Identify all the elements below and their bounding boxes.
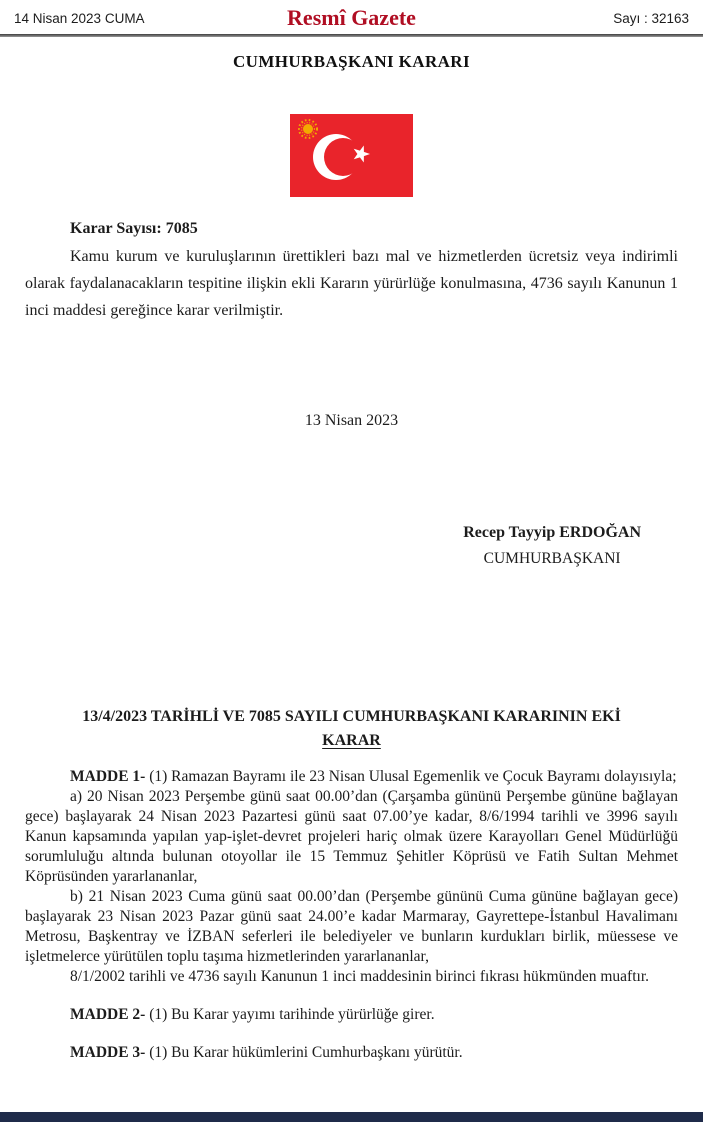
article-text: (1) Bu Karar yayımı tarihinde yürürlüğe girer. [145,1006,435,1023]
article-text: (1) Bu Karar hükümlerini Cumhurbaşkanı yürütür. [145,1044,463,1061]
annex-title-line1: 13/4/2023 TARİHLİ VE 7085 SAYILI CUMHURBAŞKANI KARARININ EKİ [82,708,621,725]
article-paragraph [25,1043,678,1063]
article-text: (1) Ramazan Bayramı ile 23 Nisan Ulusal Egemenlik ve Çocuk Bayramı dolayısıyla; [145,768,677,785]
article-label: MADDE 2- [70,1006,146,1023]
header-divider [0,34,703,37]
annex-title-line2: KARAR [322,732,381,749]
article-label: MADDE 3- [70,1044,146,1061]
decree-body-paragraph: Kamu kurum ve kuruluşlarının ürettikleri bazı mal ve hizmetlerden ücretsiz veya indirimli olarak faydalanacakların tespitine ilişkin ekli Kararın yürürlüğe konulmasına, 4736 sayılı Kanunun 1 inci maddesi gereğince karar verilmiştir. [25,248,678,319]
signature-block [463,520,641,572]
article-paragraph [25,967,678,987]
decree-date: 13 Nisan 2023 [304,412,399,429]
article-text: 8/1/2002 tarihli ve 4736 sayılı Kanunun 1 inci maddesinin birinci fıkrası hükmünden muaftır. [70,968,650,985]
article-paragraph [25,787,678,887]
turkish-presidential-flag-icon [290,114,413,197]
article-paragraph [25,887,678,967]
signature-title: CUMHURBAŞKANI [483,550,621,567]
masthead-title: Resmî Gazete [287,5,416,30]
article-text: a) 20 Nisan 2023 Perşembe günü saat 00.00’dan (Çarşamba gününü Perşembe gününe bağlayan gece) başlayarak 24 Nisan 2023 Pazartesi günü saat 07.00’ye kadar, 8/6/1994 tarihli ve 3996 sayılı Kanun kapsamında yapılan yap-işlet-devret projeleri hariç olmak üzere Karayolları Genel Müdürlüğü sorumluluğu altında bulunan otoyollar ile 15 Temmuz Şehitler Köprüsü ve Fatih Sultan Mehmet Köprüsünden yararlananlar, [25,788,678,885]
article-label: MADDE 1- [70,768,146,785]
article-paragraph [25,1005,678,1025]
article-text: b) 21 Nisan 2023 Cuma günü saat 00.00’dan (Perşembe gününü Cuma gününe bağlayan gece) başlayarak 23 Nisan 2023 Pazar günü saat 24.00’e kadar Marmaray, Gayrettepe-İstanbul Havalimanı Metrosu, Başkentray ve İZBAN seferleri ile belediyeler ve bunların kurdukları birlik, müessese ve işletmelerce yürütülen toplu taşıma hizmetlerinden yararlananlar, [25,888,678,965]
masthead-date: 14 Nisan 2023 CUMA [14,10,145,26]
article-paragraph [25,767,678,787]
signature-name: Recep Tayyip ERDOĞAN [463,524,641,541]
annex-title [0,705,703,753]
decree-number: Karar Sayısı: 7085 [70,220,198,237]
decree-heading: CUMHURBAŞKANI KARARI [232,52,471,71]
masthead-issue-number: Sayı : 32163 [613,10,689,26]
flag-container [0,114,703,197]
footer-bar [0,1112,703,1122]
masthead [0,0,703,34]
